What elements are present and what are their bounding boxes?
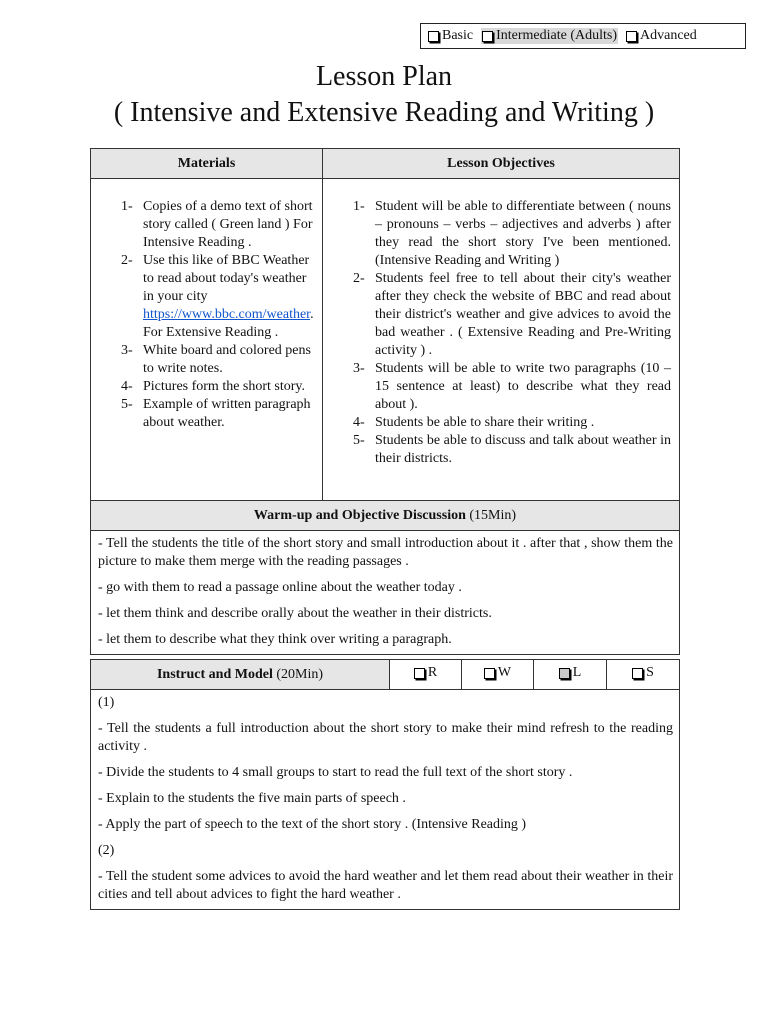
- skill-s-checkbox[interactable]: S: [607, 660, 680, 690]
- warmup-header: [91, 501, 680, 531]
- instruct-table: [90, 659, 680, 910]
- skill-l-checkbox[interactable]: L: [534, 660, 607, 690]
- warmup-paragraph: - let them to describe what they think over writing a paragraph.: [98, 632, 452, 647]
- materials-header: Materials: [91, 149, 323, 179]
- page-subtitle: ( Intensive and Extensive Reading and Writing ): [113, 97, 655, 128]
- instruct-paragraph: - Tell the students a full introduction about the short story to make their mind refresh to the reading activity .: [98, 721, 673, 754]
- warmup-body: [91, 531, 680, 655]
- level-option-advanced[interactable]: [626, 28, 697, 44]
- objectives-list: [323, 179, 679, 468]
- list-item: 5- Example of written paragraph about weather.: [121, 397, 311, 430]
- instruct-paragraph: - Apply the part of speech to the text of the short story . (Intensive Reading ): [98, 817, 527, 832]
- checkbox-icon: [632, 668, 643, 679]
- objectives-cell: [323, 179, 680, 501]
- instruct-paragraph: - Divide the students to 4 small groups to start to read the full text of the short story .: [98, 765, 573, 780]
- instruct-paragraph: (1): [98, 695, 115, 710]
- warmup-paragraph: - go with them to read a passage online about the weather today .: [98, 580, 462, 595]
- level-intermediate-label: Intermediate (Adults): [496, 28, 618, 43]
- page-title: Lesson Plan: [315, 61, 453, 92]
- list-item: 4- Pictures form the short story.: [121, 379, 306, 394]
- list-item: 2- Students feel free to tell about their city's weather after they check the website of BBC and read about their district's weather and give advices to avoid the bad weather . ( Extensive Reading and Pre-Writing activity ) .: [353, 271, 671, 358]
- instruct-paragraph: - Tell the student some advices to avoid the hard weather and let them read about their weather in their cities and tell about advices to fight the hard weather .: [98, 869, 673, 902]
- skill-r-checkbox[interactable]: R: [390, 660, 462, 690]
- level-option-basic[interactable]: [428, 28, 473, 44]
- level-option-intermediate[interactable]: [481, 28, 618, 44]
- lesson-plan-sheet: [90, 148, 679, 910]
- instruct-header: [91, 660, 390, 690]
- checkbox-icon: [482, 31, 493, 42]
- level-basic-label: Basic: [442, 28, 474, 43]
- warmup-paragraph: - Tell the students the title of the short story and small introduction about it . after that , show them the picture to make them merge with the reading passages .: [98, 536, 673, 569]
- list-item: 1- Copies of a demo text of short story called ( Green land ) For Intensive Reading .: [121, 199, 313, 250]
- title-block: [0, 58, 768, 130]
- checkbox-icon: [414, 668, 425, 679]
- materials-objectives-table: [90, 148, 680, 655]
- list-item: 3- Students will be able to write two paragraphs (10 – 15 sentence at least) to describe what they read about ).: [353, 361, 671, 412]
- list-item: 5- Students be able to discuss and talk about weather in their districts.: [353, 433, 671, 466]
- instruct-time: (20Min): [272, 666, 324, 682]
- checkbox-icon: [484, 668, 495, 679]
- checkbox-icon: [428, 31, 439, 42]
- list-item: 4- Students be able to share their writing .: [353, 415, 595, 430]
- list-item: 2- Use this like of BBC Weather to read about today's weather in your city https://www.bbc.com/weather. For Extensive Reading .: [121, 253, 314, 340]
- level-advanced-label: Advanced: [640, 28, 697, 43]
- instruct-body: [91, 690, 680, 910]
- materials-list: [91, 179, 322, 432]
- instruct-paragraph: - Explain to the students the five main parts of speech .: [98, 791, 406, 806]
- warmup-title: Warm-up and Objective Discussion: [253, 507, 466, 523]
- warmup-time: (15Min): [465, 507, 517, 523]
- warmup-paragraph: - let them think and describe orally about the weather in their districts.: [98, 606, 492, 621]
- level-selector: [420, 23, 746, 49]
- skill-w-checkbox[interactable]: W: [462, 660, 534, 690]
- list-item: 3- White board and colored pens to write notes.: [121, 343, 311, 376]
- materials-cell: [91, 179, 323, 501]
- bbc-weather-link[interactable]: https://www.bbc.com/weather: [143, 307, 311, 322]
- instruct-title: Instruct and Model: [156, 666, 273, 682]
- instruct-paragraph: (2): [98, 843, 115, 858]
- objectives-header: Lesson Objectives: [323, 149, 680, 179]
- list-item: 1- Student will be able to differentiate between ( nouns – pronouns – verbs – adjectives and adverbs ) after they read the short story I've been mentioned. (Intensive Reading and Writing ): [353, 199, 671, 268]
- checkbox-icon: [559, 668, 570, 679]
- checkbox-icon: [626, 31, 637, 42]
